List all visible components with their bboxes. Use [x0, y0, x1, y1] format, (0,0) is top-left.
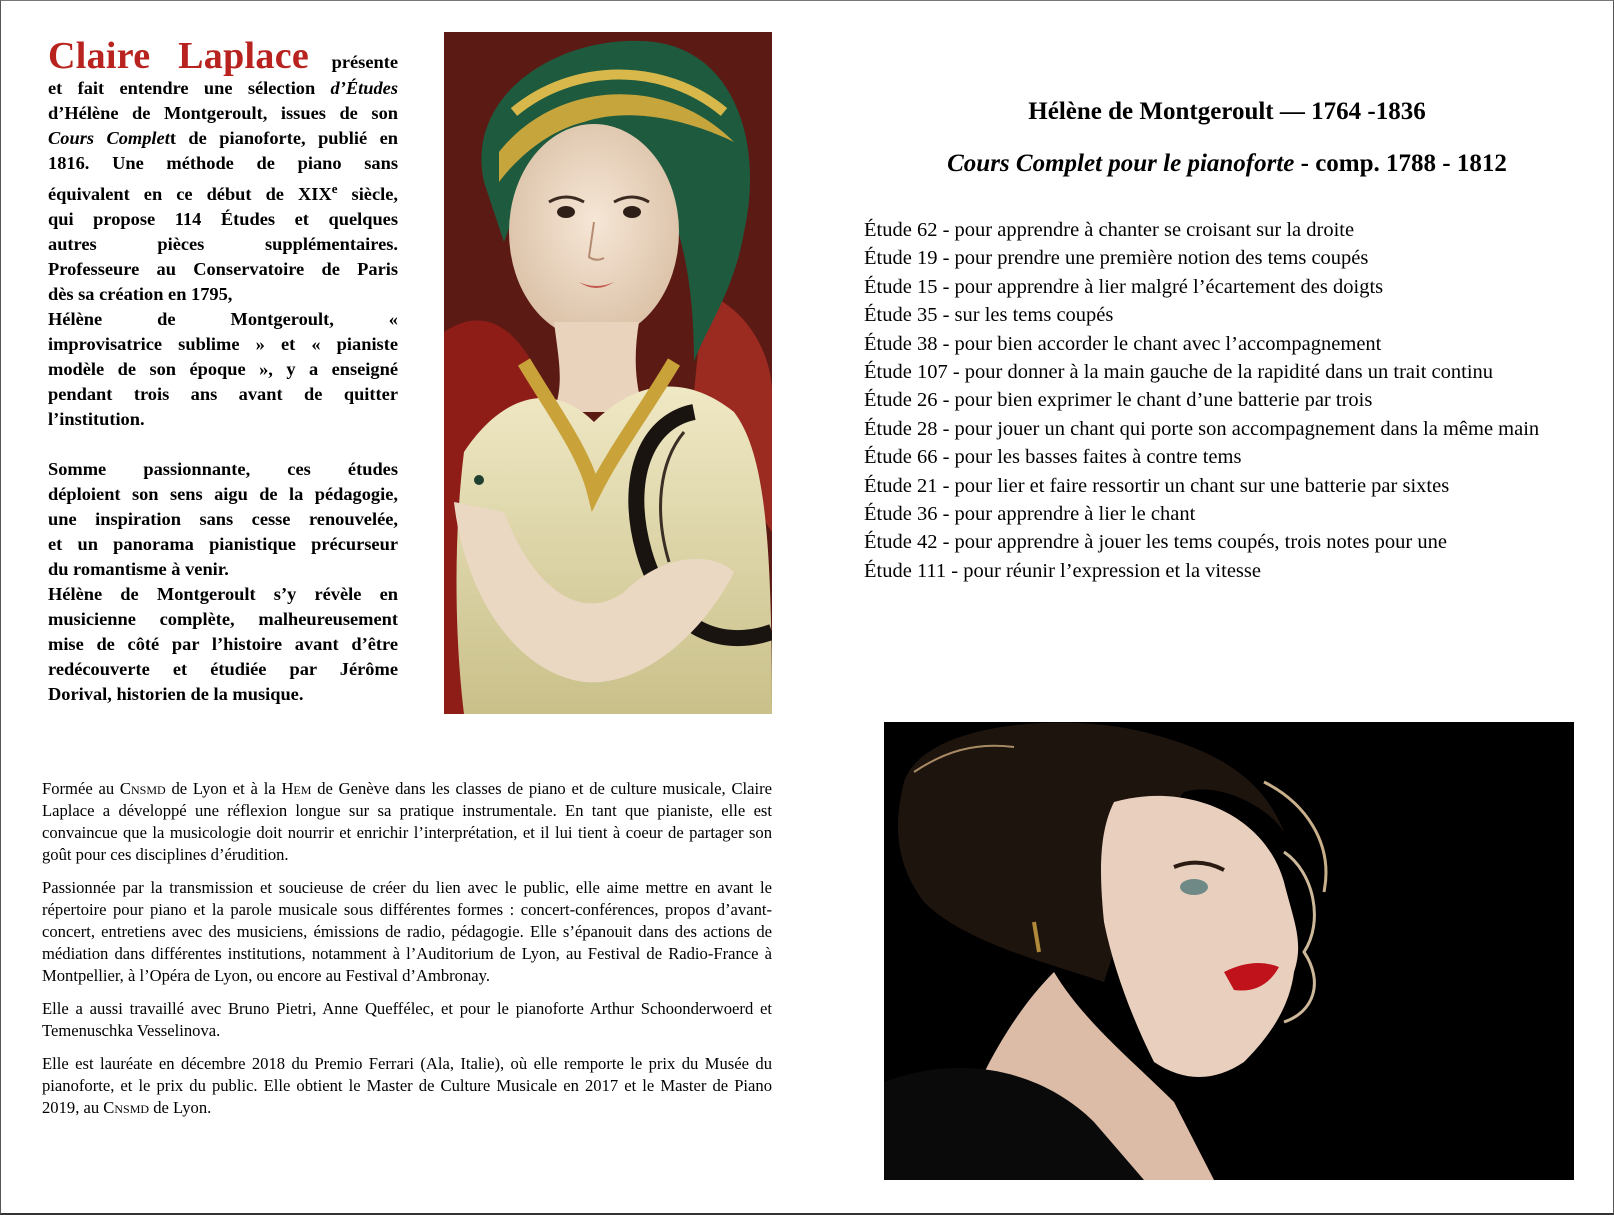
bio-paragraph: Formée au Cnsmd de Lyon et à la Hem de Genève dans les classes de piano et de culture musicale, Claire Laplace a développé une réflexion longue sur sa pratique instrumentale. En tant que pianiste, elle est convaincue que la musicologie doit nourrir et enrichir l’interprétation, et il lui tient à coeur de partager son goût pour ces disciplines d’érudition. [42, 779, 772, 864]
biography [42, 778, 772, 1130]
intro-presente: présente [331, 52, 398, 72]
list-item: Étude 15 - pour apprendre à lier malgré l’écartement des doigts [864, 275, 1384, 298]
list-item: Étude 38 - pour bien accorder le chant avec l’accompagnement [864, 332, 1382, 355]
list-item: Étude 19 - pour prendre une première notion des tems coupés [864, 247, 1369, 270]
portrait-illustration [444, 32, 772, 714]
list-item: Étude 36 - pour apprendre à lier le chant [864, 503, 1196, 526]
composer-title: Hélène de Montgeroult — 1764 -1836 [1028, 98, 1426, 125]
list-item: Étude 21 - pour lier et faire ressortir un chant sur une batterie par sixtes [864, 474, 1450, 497]
performer-name: Claire Laplace [48, 35, 310, 77]
work-subtitle: Cours Complet pour le pianoforte - comp. 1788 - 1812 [947, 150, 1507, 177]
bio-paragraph: Elle a aussi travaillé avec Bruno Pietri, Anne Queffélec, et pour le pianoforte Arthur Schoonderwoerd et Temenuschka Vesselinova. [42, 999, 772, 1040]
list-item: Étude 28 - pour jouer un chant qui porte son accompagnement dans la même main [864, 417, 1540, 440]
list-item: Étude 66 - pour les basses faites à contre tems [864, 446, 1242, 469]
list-item: Étude 35 - sur les tems coupés [864, 304, 1114, 327]
portrait-painting [444, 32, 772, 714]
bio-paragraph: Passionnée par la transmission et soucieuse de créer du lien avec le public, elle aime mettre en avant le répertoire pour piano et la parole musicale sous différentes formes : concert-conférences, propos d’avant- concert, entretiens avec des musiciens, émissions de radio, pédagogie. Elle s’épanouit dans des actions de médiation dans différentes institutions, notamment à l’Auditorium de Lyon, au Festival de Radio-France à Montpellier, à l’Opéra de Lyon, ou encore au Festival d’Ambronay. [42, 878, 772, 985]
performer-photo-illustration [884, 722, 1574, 1180]
list-item: Étude 62 - pour apprendre à chanter se croisant sur la droite [864, 219, 1355, 241]
intro-text: Claire Laplace présente et fait entendre une sélection d’Études d’Hélène de Montgeroult, issues de son Cours Complett de pianoforte, publié en 1816. Une méthode de piano sans équivalent en ce début de XIXe siècle, qui propose 114 Études et quelques autres pièces supplémentaires. Professeure au Conservatoire de Paris dès sa création en 1795, Hélène de Montgeroult, « improvisatrice sublime » et « pianiste modèle de son époque », y a enseigné pendant trois ans avant de quitter l’institution. Somme passionnante, ces études déploient son sens aigu de la pédagogie, une inspiration sans cesse renouvelée, et un panorama pianistique précurseur du romantisme à venir. Hélène de Montgeroult s’y révèle en musicienne complète, malheureusement mise de côté par l’histoire avant d’être redécouverte et étudiée par Jérôme Dorival, historien de la musique. [48, 35, 399, 705]
list-item: Étude 111 - pour réunir l’expression et la vitesse [864, 559, 1261, 582]
list-item: Étude 42 - pour apprendre à jouer les tems coupés, trois notes pour une [864, 531, 1447, 554]
bio-paragraph: Elle est lauréate en décembre 2018 du Premio Ferrari (Ala, Italie), où elle remporte le prix du Musée du pianoforte, et le prix du public. Elle obtient le Master de Culture Musicale en 2017 et le Master de Piano 2019, au Cnsmd de Lyon. [42, 1054, 772, 1117]
performer-photo [884, 722, 1574, 1180]
list-item: Étude 26 - pour bien exprimer le chant d’une batterie par trois [864, 389, 1373, 412]
list-item: Étude 107 - pour donner à la main gauche de la rapidité dans un trait continu [864, 361, 1494, 384]
etudes-list [864, 216, 1594, 585]
